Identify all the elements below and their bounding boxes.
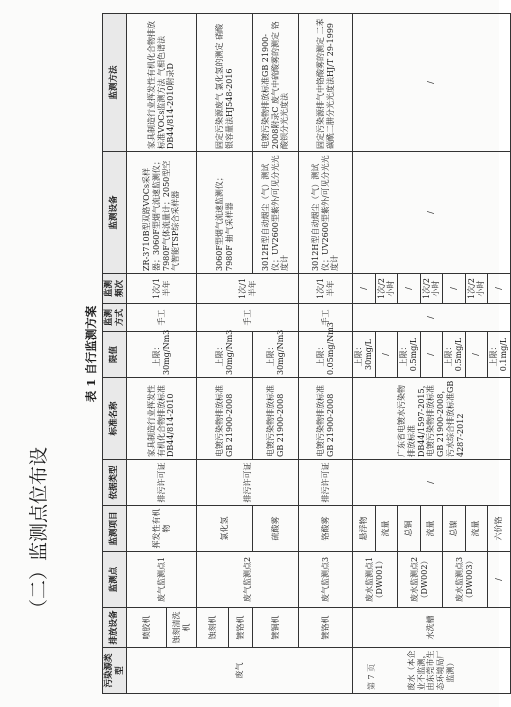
cell-standard: 电镀污染物排放标准GB 21900-2008 — [197, 378, 253, 460]
cell-basis: 排污许可证 — [197, 460, 299, 506]
table-row — [299, 14, 353, 694]
cell-frequency: / — [353, 274, 376, 304]
cell-point: 废水监测点2（DW002） — [398, 552, 443, 608]
cell-point: / — [488, 552, 511, 608]
cell-basis: 排污许可证 — [127, 460, 197, 506]
cell-monitoring-equipment: ZR-3710B型双路VOCs采样器；3060F型烟气流速监测仪；7980F气体流量计；2050型空气智能TSP综合采样器 — [127, 152, 197, 274]
cell-monitoring-equipment: 3012H型自动烟尘（气）测试仪；UV2600型紫外/可见分光光度计 — [253, 152, 299, 274]
rotated-table-block — [84, 14, 508, 694]
cell-monitoring-method: 固定污染源废气 氯化氢的测定 硝酸银容量法HJ548-2016 — [197, 14, 253, 152]
header-limit: 限值 — [103, 332, 127, 378]
cell-monitoring-method: 家具制造行业挥发性有机化合物排放标准VOCs监测方法 气相色谱法DB44/814-2010附录D — [127, 14, 197, 152]
cell-item: 总铜 — [398, 506, 421, 552]
cell-frequency: / — [398, 274, 421, 304]
monitoring-plan-table — [102, 14, 508, 694]
cell-limit: / — [420, 332, 443, 378]
cell-standard: 家具制造行业挥发性有机化合物排放标准DB44/814-2010 — [127, 378, 197, 460]
cell-point: 废水监测点3（DW003） — [443, 552, 488, 608]
cell-equipment: 喷胶机 — [127, 608, 167, 648]
cell-mode: 手工 — [127, 304, 197, 332]
cell-item: 悬浮物 — [353, 506, 376, 552]
cell-equipment: 蚀刻机 — [197, 608, 229, 648]
header-monitoring-mode: 监测方式 — [103, 304, 127, 332]
cell-monitoring-equipment: 3060F型烟气流速监测仪；7980F 抽气采样器 — [197, 152, 253, 274]
cell-point: 废气监测点2 — [197, 552, 299, 608]
cell-frequency: / — [443, 274, 466, 304]
cell-frequency: 1次/2小时 — [375, 274, 398, 304]
cell-frequency: 1次/2小时 — [420, 274, 443, 304]
cell-source-gas: 废气 — [127, 648, 353, 694]
header-monitoring-method: 监测方法 — [103, 14, 127, 152]
cell-basis: 排污许可证 — [299, 460, 353, 506]
header-monitoring-point: 监测点 — [103, 552, 127, 608]
cell-item: 流量 — [420, 506, 443, 552]
cell-mode: 手工 — [197, 304, 299, 332]
table-row — [353, 14, 376, 694]
cell-standard: 电镀污染物排放标准GB 21900-2008 — [299, 378, 353, 460]
cell-monitoring-method: 电镀污染物排放标准GB 21900-2008附录C 废气中硫酸雾的测定 铬酸钡分光光度法 — [253, 14, 299, 152]
cell-frequency: / — [488, 274, 511, 304]
header-frequency: 监测频次 — [103, 274, 127, 304]
cell-equipment: 镀铬机 — [229, 608, 253, 648]
cell-equipment: 水洗槽 — [353, 608, 511, 648]
cell-item: 铬酸雾 — [299, 506, 353, 552]
page-number: 第 7 页 — [367, 663, 376, 690]
cell-limit: 上限：0.1mg/L — [488, 332, 511, 378]
header-basis-type: 依据类型 — [103, 460, 127, 506]
table-title: 表 1 自行监测方案 — [84, 305, 98, 403]
cell-limit: 上限：30mg/Nm3 — [197, 332, 253, 378]
cell-frequency: 1次/1半年 — [299, 274, 353, 304]
cell-limit: / — [465, 332, 488, 378]
cell-limit: 上限：0.05mg/Nm3 — [299, 332, 353, 378]
header-source-type: 污染源类型 — [103, 648, 127, 694]
cell-basis: / — [353, 460, 511, 506]
cell-limit: 上限：30mg/L — [353, 332, 376, 378]
cell-limit: 上限：0.5mg/L — [398, 332, 421, 378]
cell-equipment: 镀铜机 — [253, 608, 299, 648]
cell-mode: / — [353, 304, 511, 332]
cell-limit: 上限：30mg/Nm3 — [127, 332, 197, 378]
cell-point: 废水监测点1（DW001） — [353, 552, 398, 608]
cell-monitoring-equipment: 3012H型自动烟尘（气）测试仪；UV2600型紫外/可见分光光度计 — [299, 152, 353, 274]
cell-limit: / — [375, 332, 398, 378]
cell-equipment: 镀铬机 — [299, 608, 353, 648]
header-standard-name: 标准名称 — [103, 378, 127, 460]
cell-limit: 上限：0.5mg/L — [443, 332, 466, 378]
cell-item: 流量 — [375, 506, 398, 552]
header-equipment: 排放设备 — [103, 608, 127, 648]
cell-monitoring-method: / — [353, 14, 511, 152]
cell-limit: 上限：30mg/Nm3 — [253, 332, 299, 378]
cell-item: 硫酸雾 — [253, 506, 299, 552]
cell-point: 废气监测点3 — [299, 552, 353, 608]
cell-source-water: 废水（本企业不监测，由东莞市生态环境局厂监测） — [353, 648, 511, 694]
cell-item: 挥发性有机物 — [127, 506, 197, 552]
cell-standard: 广东省电镀水污染物排放标准DB44/1597-2015，电镀污染物排放标准GB 21900-2008，污水综合排放标准GB 4287-2012 — [353, 378, 511, 460]
cell-frequency: 1次/1半年 — [127, 274, 197, 304]
table-row — [127, 14, 167, 694]
table-row — [197, 14, 229, 694]
cell-item: 六价铬 — [488, 506, 511, 552]
cell-standard: 电镀污染物排放标准GB 21900-2008 — [253, 378, 299, 460]
cell-mode: 手工 — [299, 304, 353, 332]
cell-monitoring-method: 固定污染源排气中铬酸雾的测定 二苯碳酰二肼分光光度法HJ/T 29-1999 — [299, 14, 353, 152]
cell-item: 流量 — [465, 506, 488, 552]
header-monitoring-item: 监测项目 — [103, 506, 127, 552]
cell-item: 氯化氢 — [197, 506, 253, 552]
cell-monitoring-equipment: / — [353, 152, 511, 274]
cell-equipment: 蚀刻清洗机 — [167, 608, 197, 648]
cell-frequency: 1次/1半年 — [197, 274, 299, 304]
section-title: （二）监测点位布设 — [28, 446, 50, 618]
header-row — [103, 14, 127, 694]
cell-point: 废气监测点1 — [127, 552, 197, 608]
cell-frequency: 1次/2小时 — [465, 274, 488, 304]
header-monitoring-equipment: 监测设备 — [103, 152, 127, 274]
cell-item: 总镍 — [443, 506, 466, 552]
